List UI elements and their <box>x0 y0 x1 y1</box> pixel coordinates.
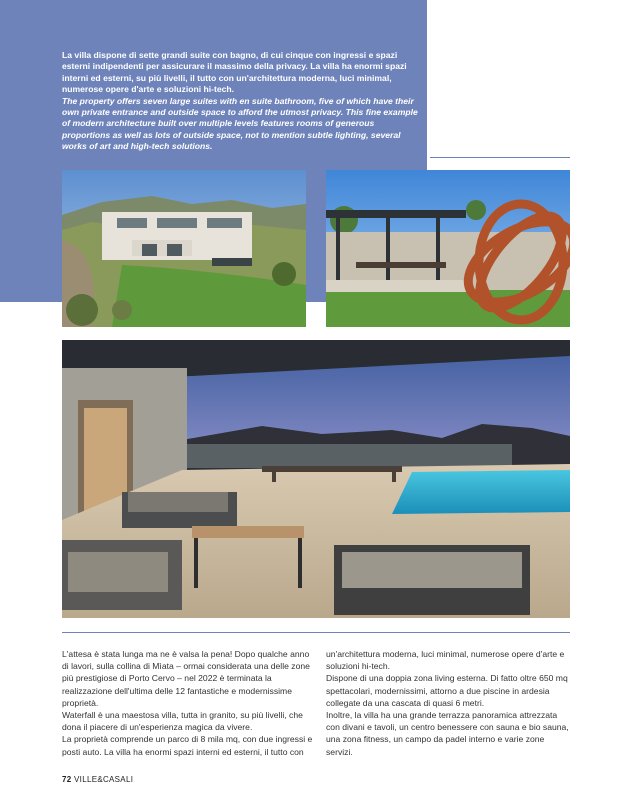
magazine-name: VILLE&CASALI <box>74 775 134 784</box>
body-paragraph: L'attesa è stata lunga ma ne è valsa la pena! Dopo qualche anno di lavori, sulla collina di Mìata – ormai considerata una delle zone più prestigiose di Porto Cervo – nel 2022 è terminata la realizzazione dell'ultima delle 12 fantastiche e modernissime proprietà. <box>62 649 310 708</box>
page-footer <box>62 775 133 784</box>
body-paragraph: La proprietà comprende un parco di 8 mila mq, con due ingressi e posti auto. La villa ha enormi spazi interni ed esterni, il tutto con <box>62 734 313 757</box>
body-column-left <box>62 648 317 758</box>
body-top-rule <box>62 632 570 633</box>
villa-exterior-photo <box>62 170 306 327</box>
photo-caption <box>62 50 420 153</box>
body-paragraph: un'architettura moderna, luci minimal, numerose opere d'arte e soluzioni hi-tech. <box>326 649 565 672</box>
terrace-sunset-photo <box>62 340 570 618</box>
caption-english: The property offers seven large suites with en suite bathroom, five of which have their own private entrance and outside space to afford the utmost privacy. This fine example of modern architecture built over multiple levels features rooms of generous proportions as well as lots of outside space, not to mention subtle lighting, several works of art and high-tech solutions. <box>62 95 418 152</box>
caption-italian: La villa dispone di sette grandi suite con bagno, di cui cinque con ingressi e spazi esterni indipendenti per assicurare il massimo della privacy. La villa ha enormi spazi interni ed esterni, su più livelli, il tutto con un'architettura moderna, luci minimal, numerose opere d'arte e soluzioni hi-tech. <box>62 50 407 95</box>
pergola-sculpture-photo <box>326 170 570 327</box>
body-paragraph: Dispone di una doppia zona living esterna. Di fatto oltre 650 mq spettacolari, modernissimi, attorno a due piscine in ardesia collegate da una cascata di quasi 6 metri. <box>326 673 568 708</box>
body-paragraph: Inoltre, la villa ha una grande terrazza panoramica attrezzata con divani e tavoli, un centro benessere con sauna e bio sauna, una zona fitness, un campo da padel interno e varie zone servizi. <box>326 710 569 757</box>
body-paragraph: Waterfall è una maestosa villa, tutta in granito, su più livelli, che dona il piacere di un'esperienza magica da vivere. <box>62 710 303 733</box>
caption-divider-rule <box>430 157 570 158</box>
page-number: 72 <box>62 775 72 784</box>
body-column-right <box>326 648 570 758</box>
